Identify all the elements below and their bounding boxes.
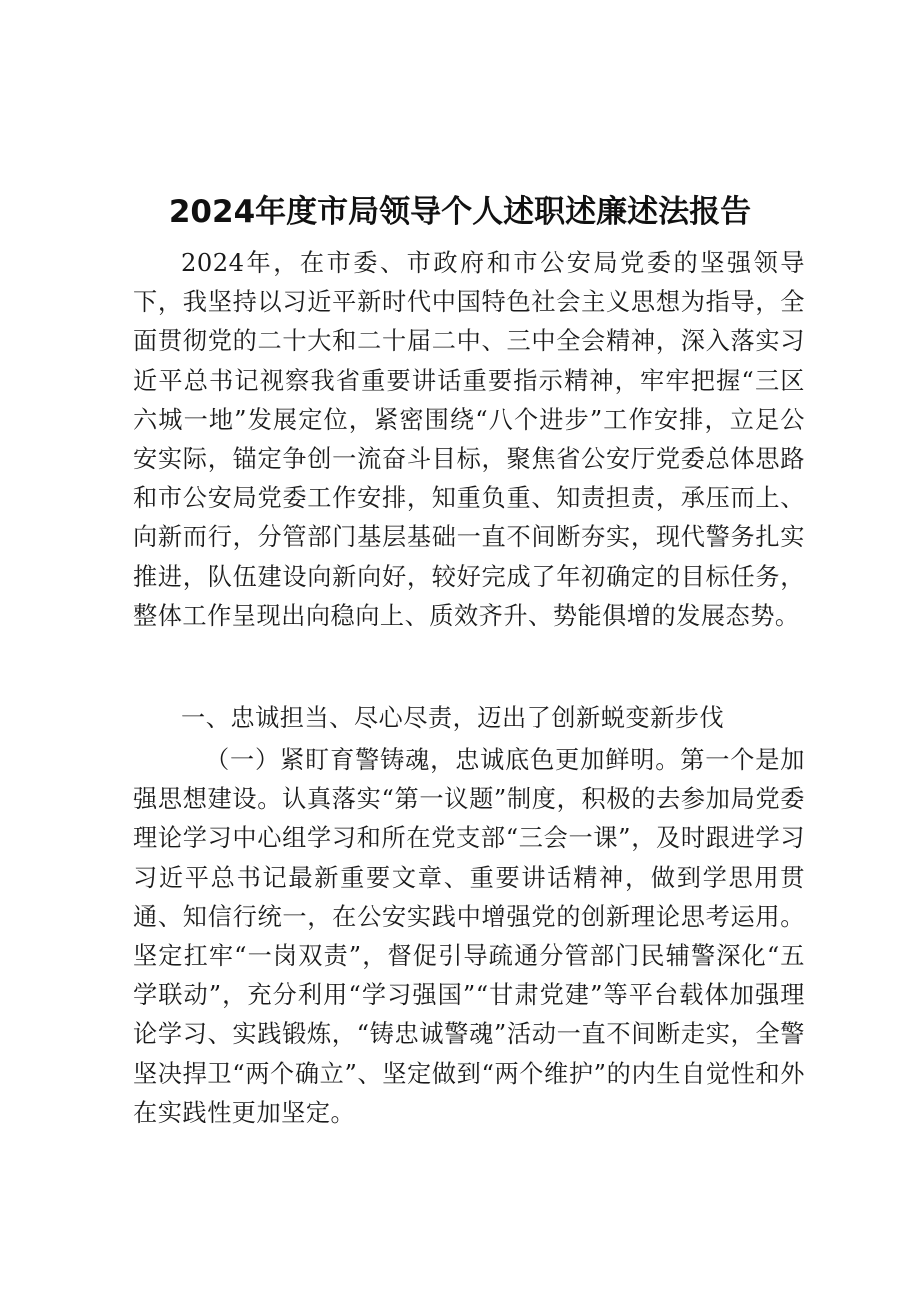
section-heading: 一、忠诚担当、尽心尽责，迈出了创新蜕变新步伐 <box>181 704 725 732</box>
subsection-paragraph: （一）紧盯育警铸魂，忠诚底色更加鲜明。第一个是加强思想建设。认真落实“第一议题”制度，积极的去参加局党委理论学习中心组学习和所在党支部“三会一课”，及时跟进学习习近平总书记最新重要文章、重要讲话精神，做到学思用贯通、知信行统一，在公安实践中增强党的创新理论思考运用。坚定扛牢“一岗双责”，督促引导疏通分管部门民辅警深化“五学联动”，充分利用“学习强国”“甘肃党建”等平台载体加强理论学习、实践锻炼，“铸忠诚警魂”活动一直不间断走实，全警坚决捍卫“两个确立”、坚定做到“两个维护”的内生自觉性和外在实践性更加坚定。 <box>133 746 805 1127</box>
document-title: 2024年度市局领导个人述职述廉述法报告 <box>168 194 752 230</box>
intro-paragraph: 2024年，在市委、市政府和市公安局党委的坚强领导下，我坚持以习近平新时代中国特色社会主义思想为指导，全面贯彻党的二十大和二十届二中、三中全会精神，深入落实习近平总书记视察我省重要讲话重要指示精神，牢牢把握“三区六城一地”发展定位，紧密围绕“八个进步”工作安排，立足公安实际，锚定争创一流奋斗目标，聚焦省公安厅党委总体思路和市公安局党委工作安排，知重负重、知责担责，承压而上、向新而行，分管部门基层基础一直不间断夯实，现代警务扎实推进，队伍建设向新向好，较好完成了年初确定的目标任务，整体工作呈现出向稳向上、质效齐升、势能俱增的发展态势。 <box>133 249 805 630</box>
